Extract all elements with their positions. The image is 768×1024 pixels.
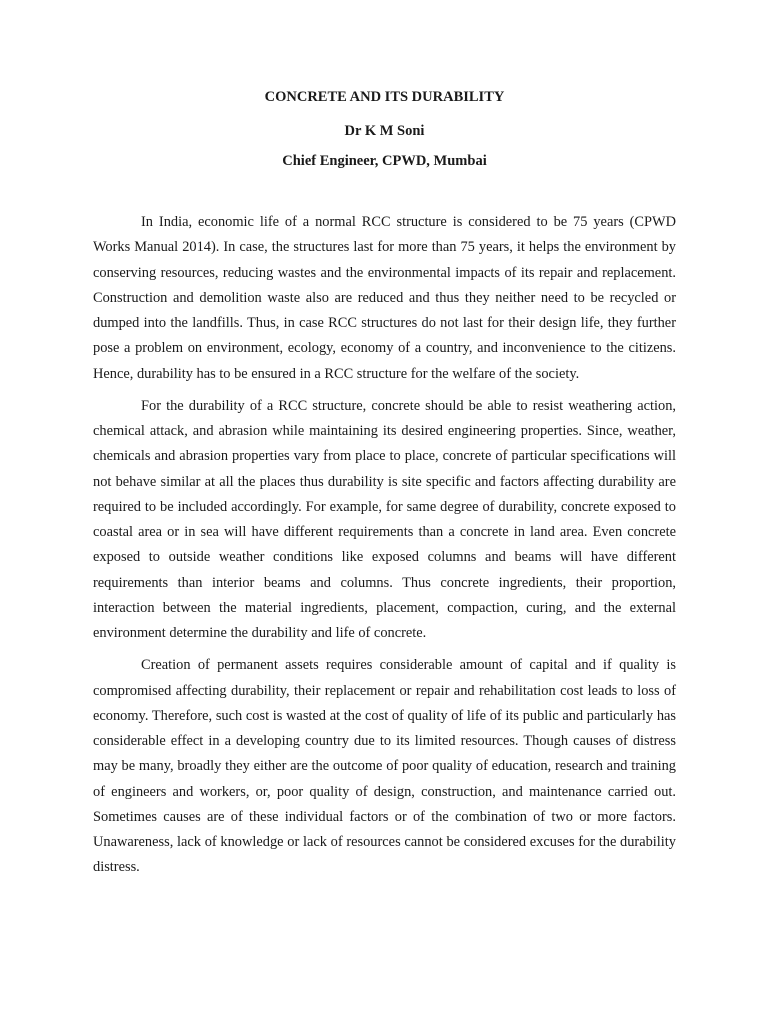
author-name: Dr K M Soni (344, 123, 425, 139)
paragraph-2: For the durability of a RCC structure, concrete should be able to resist weathering action, chemical attack, and abrasion while maintaining its desired engineering properties. Since, weather, chemicals and abrasion properties vary from place to place, concrete of particular specifications will not behave similar at all the places thus durability is site specific and factors affecting durability are required to be included accordingly. For example, for same degree of durability, concrete exposed to coastal area or in sea will have different requirements than a concrete in land area. Even concrete exposed to outside weather conditions like exposed columns and beams will have different requirements than interior beams and columns. Thus concrete ingredients, their proportion, interaction between the material ingredients, placement, compaction, curing, and the external environment determine the durability and life of concrete. (93, 397, 676, 641)
document-body (93, 210, 676, 888)
author-affiliation: Chief Engineer, CPWD, Mumbai (282, 153, 487, 169)
document-title: CONCRETE AND ITS DURABILITY (264, 89, 505, 105)
paragraph-1: In India, economic life of a normal RCC structure is considered to be 75 years (CPWD Works Manual 2014). In case, the structures last for more than 75 years, it helps the environment by conserving resources, reducing wastes and the environmental impacts of its repair and replacement. Construction and demolition waste also are reduced and thus they neither need to be recycled or dumped into the landfills. Thus, in case RCC structures do not last for their design life, they further pose a problem on environment, ecology, economy of a country, and inconvenience to the citizens. Hence, durability has to be ensured in a RCC structure for the welfare of the society. (93, 214, 676, 382)
paragraph-3: Creation of permanent assets requires considerable amount of capital and if quality is compromised affecting durability, their replacement or repair and rehabilitation cost leads to loss of economy. Therefore, such cost is wasted at the cost of quality of life of its public and particularly has considerable effect in a developing country due to its limited resources. Though causes of distress may be many, broadly they either are the outcome of poor quality of education, research and training of engineers and workers, or, poor quality of design, construction, and maintenance carried out. Sometimes causes are of these individual factors or of the combination of two or more factors. Unawareness, lack of knowledge or lack of resources cannot be considered excuses for the durability distress. (93, 657, 676, 876)
